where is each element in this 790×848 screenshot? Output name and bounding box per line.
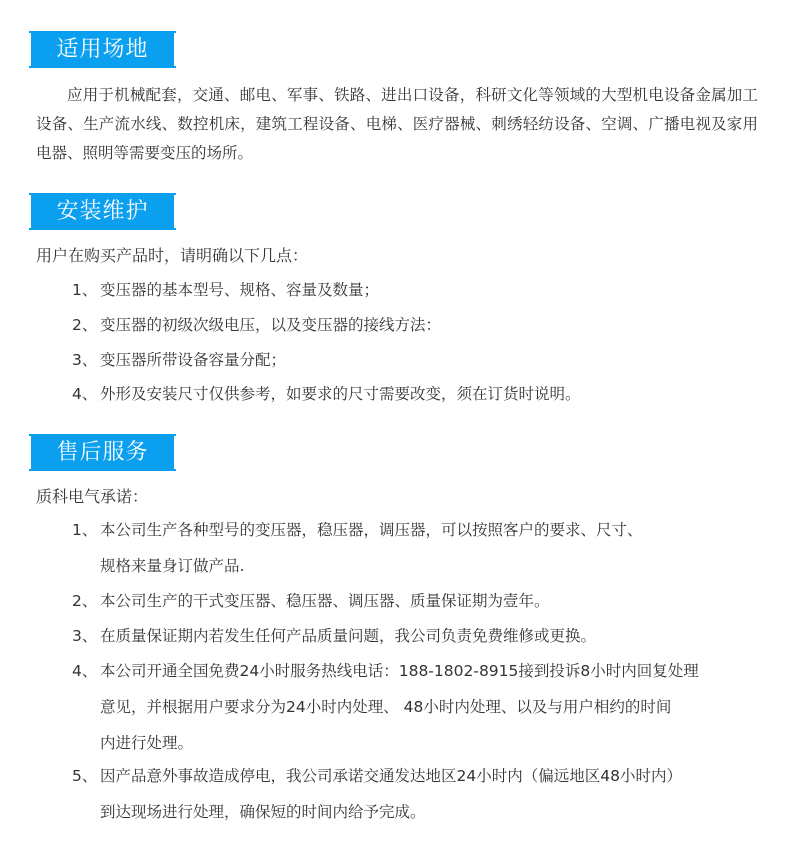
list-item [72,279,772,301]
list-item-line: 本公司开通全国免费24小时服务热线电话：188-1802-8915接到投诉8小时内回复处理 [100,662,699,680]
list-item-line: 意见，并根据用户要求分为24小时内处理、 48小时内处理、以及与用户相约的时间 [100,698,672,716]
list-item-line: 本公司生产的干式变压器、稳压器、调压器、质量保证期为壹年。 [100,592,550,610]
list-item [72,625,772,647]
list-item-text [100,349,772,371]
list-item-line: 变压器的基本型号、规格、容量及数量； [100,281,380,299]
list-item-text [100,383,772,405]
list-item-text [100,590,772,612]
list-item-line: 内进行处理。 [100,734,194,752]
list-item-number: 2、 [72,316,98,334]
installation-title: 安装维护 [31,193,174,230]
list-item-number: 1、 [72,521,98,539]
list-item-number: 3、 [72,351,98,369]
list-item-number: 5、 [72,767,98,785]
list-item-line: 规格来量身订做产品. [100,557,245,575]
list-item-line: 变压器所带设备容量分配； [100,351,287,369]
list-item-line: 外形及安装尺寸仅供参考，如要求的尺寸需要改变，须在订货时说明。 [100,385,581,403]
list-item [72,314,772,336]
list-item-line: 在质量保证期内若发生任何产品质量问题，我公司负责免费维修或更换。 [100,627,597,645]
list-item-line: 因产品意外事故造成停电，我公司承诺交通发达地区24小时内（偏远地区48小时内） [100,767,682,785]
list-item-line: 到达现场进行处理，确保短的时间内给予完成。 [100,803,426,821]
list-item-line: 本公司生产各种型号的变压器，稳压器，调压器，可以按照客户的要求、尺寸、 [100,521,643,539]
application-paragraph: 应用于机械配套，交通、邮电、军事、铁路、进出口设备，科研文化等领域的大型机电设备金属加工设备、生产流水线、数控机床，建筑工程设备、电梯、医疗器械、刺绣轻纺设备、空调、广播电视及家用电器、照明等需要变压的场所。 [36,86,758,162]
list-item-number: 3、 [72,627,98,645]
list-item-text [100,314,772,336]
list-item [72,660,772,754]
list-item-number: 1、 [72,281,98,299]
list-item-text [100,279,772,301]
list-item [72,349,772,371]
list-item [72,765,772,823]
list-item [72,590,772,612]
list-item-number: 4、 [72,662,98,680]
list-item [72,519,772,577]
list-item-text [100,660,772,754]
list-item-text [100,519,772,577]
application-title: 适用场地 [31,31,174,68]
list-item [72,383,772,405]
list-item-number: 2、 [72,592,98,610]
list-item-number: 4、 [72,385,98,403]
after-sales-intro: 质科电气承诺： [36,487,149,506]
list-item-text [100,625,772,647]
list-item-line: 变压器的初级次级电压，以及变压器的接线方法： [100,316,442,334]
installation-intro: 用户在购买产品时，请明确以下几点： [36,246,309,265]
list-item-text [100,765,772,823]
after-sales-title: 售后服务 [31,434,174,471]
